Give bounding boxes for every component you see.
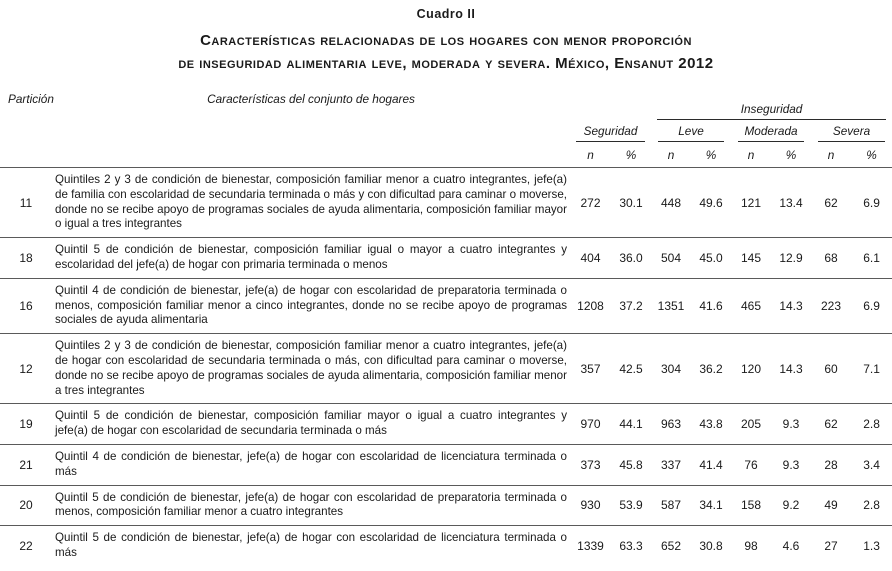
header-leve-label: Leve: [658, 124, 724, 142]
leve-pct-value: 36.2: [691, 334, 731, 404]
table-title-line-2: de inseguridad alimentaria leve, moderada y severa. México, Ensanut 2012: [178, 55, 714, 72]
severa-pct-value: 6.9: [851, 278, 892, 333]
seguridad-pct-value: 53.9: [611, 485, 651, 526]
severa-pct-value: 7.1: [851, 334, 892, 404]
particion-value: 12: [0, 334, 52, 404]
leve-n-value: 337: [651, 444, 691, 485]
leve-n-value: 304: [651, 334, 691, 404]
header-moderada: [731, 120, 811, 142]
descripcion-text: Quintil 5 de condición de bienestar, composición familiar mayor o igual a cuatro integrantes y jefe(a) de hogar con escolaridad de secundaria terminada o más: [52, 404, 570, 445]
seguridad-pct-value: 30.1: [611, 168, 651, 238]
descripcion-text: Quintiles 2 y 3 de condición de bienestar, composición familiar menor a cuatro integrantes, jefe(a) de hogar con escolaridad de secundaria terminada o más, con dificultad para caminar o moverse, donde no se recibe apoyo de programas sociales de ayuda alimentaria, composición familiar menor a tres integrantes: [52, 334, 570, 404]
moderada-n-value: 158: [731, 485, 771, 526]
leve-n-value: 1351: [651, 278, 691, 333]
table-row: [0, 278, 892, 333]
leve-pct-value: 41.6: [691, 278, 731, 333]
particion-value: 16: [0, 278, 52, 333]
particion-value: 21: [0, 444, 52, 485]
header-pct-seguridad: %: [625, 148, 637, 162]
descripcion-text: Quintil 4 de condición de bienestar, jefe(a) de hogar con escolaridad de preparatoria terminada o menos, composición familiar menor a cinco integrantes, donde no se recibe apoyo de programas sociales de ayuda alimentaria: [52, 278, 570, 333]
moderada-pct-value: 9.2: [771, 485, 811, 526]
severa-pct-value: 3.4: [851, 444, 892, 485]
moderada-pct-value: 9.3: [771, 404, 811, 445]
leve-n-value: 448: [651, 168, 691, 238]
severa-n-value: 62: [811, 404, 851, 445]
severa-n-value: 49: [811, 485, 851, 526]
results-table: [0, 90, 892, 566]
descripcion-text: Quintil 4 de condición de bienestar, jefe(a) de hogar con escolaridad de licenciatura terminada o más: [52, 444, 570, 485]
moderada-pct-value: 14.3: [771, 334, 811, 404]
header-seguridad-label: Seguridad: [576, 124, 645, 142]
moderada-pct-value: 14.3: [771, 278, 811, 333]
leve-n-value: 963: [651, 404, 691, 445]
seguridad-pct-value: 36.0: [611, 238, 651, 279]
header-caracteristicas: Características del conjunto de hogares: [207, 92, 415, 106]
severa-n-value: 28: [811, 444, 851, 485]
table-body: [0, 168, 892, 566]
header-seguridad: [570, 90, 651, 142]
leve-pct-value: 45.0: [691, 238, 731, 279]
header-inseguridad: [651, 90, 892, 120]
seguridad-pct-value: 44.1: [611, 404, 651, 445]
header-pct-moderada: %: [785, 148, 797, 162]
particion-value: 20: [0, 485, 52, 526]
leve-pct-value: 30.8: [691, 526, 731, 566]
table-row: [0, 334, 892, 404]
severa-pct-value: 2.8: [851, 485, 892, 526]
table-header: [0, 90, 892, 168]
moderada-n-value: 76: [731, 444, 771, 485]
seguridad-n-value: 357: [570, 334, 611, 404]
header-severa-label: Severa: [818, 124, 885, 142]
seguridad-pct-value: 63.3: [611, 526, 651, 566]
seguridad-n-value: 373: [570, 444, 611, 485]
severa-pct-value: 2.8: [851, 404, 892, 445]
table-row: [0, 444, 892, 485]
moderada-n-value: 465: [731, 278, 771, 333]
seguridad-pct-value: 37.2: [611, 278, 651, 333]
seguridad-n-value: 970: [570, 404, 611, 445]
severa-n-value: 68: [811, 238, 851, 279]
seguridad-n-value: 404: [570, 238, 611, 279]
table-title-line-1: Características relacionadas de los hogares con menor proporción: [200, 32, 692, 49]
moderada-pct-value: 13.4: [771, 168, 811, 238]
moderada-pct-value: 9.3: [771, 444, 811, 485]
header-severa: [811, 120, 892, 142]
particion-value: 22: [0, 526, 52, 566]
leve-pct-value: 43.8: [691, 404, 731, 445]
seguridad-n-value: 1339: [570, 526, 611, 566]
table-row: [0, 168, 892, 238]
leve-pct-value: 41.4: [691, 444, 731, 485]
descripcion-text: Quintil 5 de condición de bienestar, composición familiar igual o mayor a cuatro integrantes y escolaridad del jefe(a) de hogar con primaria terminada o menos: [52, 238, 570, 279]
descripcion-text: Quintil 5 de condición de bienestar, jefe(a) de hogar con escolaridad de licenciatura terminada o más: [52, 526, 570, 566]
header-inseguridad-label: Inseguridad: [657, 102, 886, 120]
moderada-n-value: 145: [731, 238, 771, 279]
moderada-n-value: 120: [731, 334, 771, 404]
leve-pct-value: 49.6: [691, 168, 731, 238]
moderada-pct-value: 4.6: [771, 526, 811, 566]
seguridad-n-value: 930: [570, 485, 611, 526]
header-moderada-label: Moderada: [738, 124, 804, 142]
header-n-moderada: n: [747, 148, 755, 162]
seguridad-n-value: 1208: [570, 278, 611, 333]
seguridad-pct-value: 42.5: [611, 334, 651, 404]
moderada-n-value: 121: [731, 168, 771, 238]
leve-n-value: 504: [651, 238, 691, 279]
leve-n-value: 652: [651, 526, 691, 566]
header-n-severa: n: [827, 148, 835, 162]
descripcion-text: Quintil 5 de condición de bienestar, jefe(a) de hogar con escolaridad de preparatoria terminada o menos, composición familiar menor a cuatro integrantes: [52, 485, 570, 526]
header-leve: [651, 120, 731, 142]
severa-n-value: 27: [811, 526, 851, 566]
particion-value: 19: [0, 404, 52, 445]
table-row: [0, 485, 892, 526]
table-number-title: Cuadro II: [416, 7, 476, 21]
particion-value: 11: [0, 168, 52, 238]
table-row: [0, 404, 892, 445]
severa-pct-value: 1.3: [851, 526, 892, 566]
header-pct-severa: %: [866, 148, 877, 162]
severa-pct-value: 6.9: [851, 168, 892, 238]
title-block: [0, 7, 892, 75]
moderada-pct-value: 12.9: [771, 238, 811, 279]
moderada-n-value: 205: [731, 404, 771, 445]
table-row: [0, 526, 892, 566]
descripcion-text: Quintiles 2 y 3 de condición de bienestar, composición familiar menor a cuatro integrantes, jefe(a) de familia con escolaridad de secundaria terminada o más y con dificultad para caminar o moverse, donde no se recibe apoyo de programas sociales de ayuda alimentaria, composición familiar mayor o igual a tres integrantes: [52, 168, 570, 238]
particion-value: 18: [0, 238, 52, 279]
header-n-leve: n: [667, 148, 675, 162]
severa-n-value: 60: [811, 334, 851, 404]
seguridad-pct-value: 45.8: [611, 444, 651, 485]
seguridad-n-value: 272: [570, 168, 611, 238]
header-particion: Partición: [8, 92, 54, 106]
severa-n-value: 223: [811, 278, 851, 333]
leve-n-value: 587: [651, 485, 691, 526]
moderada-n-value: 98: [731, 526, 771, 566]
leve-pct-value: 34.1: [691, 485, 731, 526]
header-pct-leve: %: [705, 148, 717, 162]
severa-pct-value: 6.1: [851, 238, 892, 279]
header-n-seguridad: n: [587, 148, 594, 162]
severa-n-value: 62: [811, 168, 851, 238]
table-row: [0, 238, 892, 279]
